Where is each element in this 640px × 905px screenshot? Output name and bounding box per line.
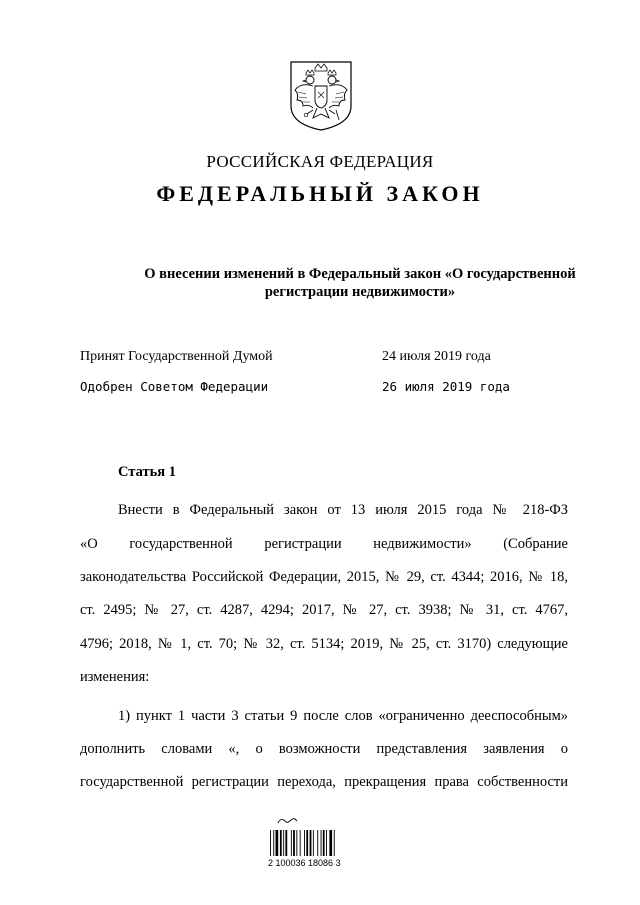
barcode-bar [283, 830, 284, 856]
barcode-bar [306, 830, 308, 856]
barcode-number: 2 100036 18086 3 [268, 858, 341, 868]
barcode-bar [270, 830, 271, 856]
barcode-bar [293, 830, 295, 856]
coat-of-arms-emblem [289, 60, 353, 132]
barcode-bar [313, 830, 314, 856]
handwritten-mark [278, 819, 297, 823]
article-line: государственной регистрации перехода, прекращения права собственности [80, 774, 568, 790]
barcode-bar [296, 830, 297, 856]
barcode-bar [321, 830, 322, 856]
law-title-line-1: О внесении изменений в Федеральный закон «О государственной [144, 266, 576, 282]
barcode-bar [310, 830, 312, 856]
barcode-bar [317, 830, 318, 856]
barcode-bar [280, 830, 282, 856]
article-line: 1) пункт 1 части 3 статьи 9 после слов «ограниченно дееспособным» [118, 708, 568, 724]
document-type: ФЕДЕРАЛЬНЫЙ ЗАКОН [156, 181, 484, 206]
barcode-bar [285, 830, 287, 856]
adoption-council-date: 26 июля 2019 года [382, 379, 510, 394]
adoption-duma-label: Принят Государственной Думой [80, 349, 273, 364]
barcode-bar [291, 830, 292, 856]
country-name: РОССИЙСКАЯ ФЕДЕРАЦИЯ [206, 152, 434, 171]
article-heading: Статья 1 [118, 464, 176, 480]
article-line: 4796; 2018, № 1, ст. 70; № 32, ст. 5134; 2019, № 25, ст. 3170) следующие [80, 636, 568, 652]
barcode-bar [329, 830, 332, 856]
barcode-bar [300, 830, 301, 856]
article-line: «О государственной регистрации недвижимости» (Собрание [80, 536, 568, 552]
article-line: изменения: [80, 669, 150, 685]
article-line: дополнить словами «, о возможности представления заявления о [80, 741, 568, 757]
barcode-bar [326, 830, 327, 856]
barcode-bar [334, 830, 335, 856]
adoption-council-label: Одобрен Советом Федерации [80, 379, 269, 394]
adoption-duma-date: 24 июля 2019 года [382, 349, 491, 364]
article-line: ст. 2495; № 27, ст. 4287, 4294; 2017, № 27, ст. 3938; № 31, ст. 4767, [80, 602, 568, 618]
article-line: Внести в Федеральный закон от 13 июля 2015 года № 218-ФЗ [118, 502, 568, 518]
barcode-bar [273, 830, 274, 856]
barcode-bar [276, 830, 279, 856]
law-title-line-2: регистрации недвижимости» [264, 284, 456, 300]
article-line: законодательства Российской Федерации, 2015, № 29, ст. 4344; 2016, № 18, [80, 569, 568, 585]
law-title [80, 265, 640, 301]
barcode-bar [323, 830, 325, 856]
barcode-bar [304, 830, 305, 856]
